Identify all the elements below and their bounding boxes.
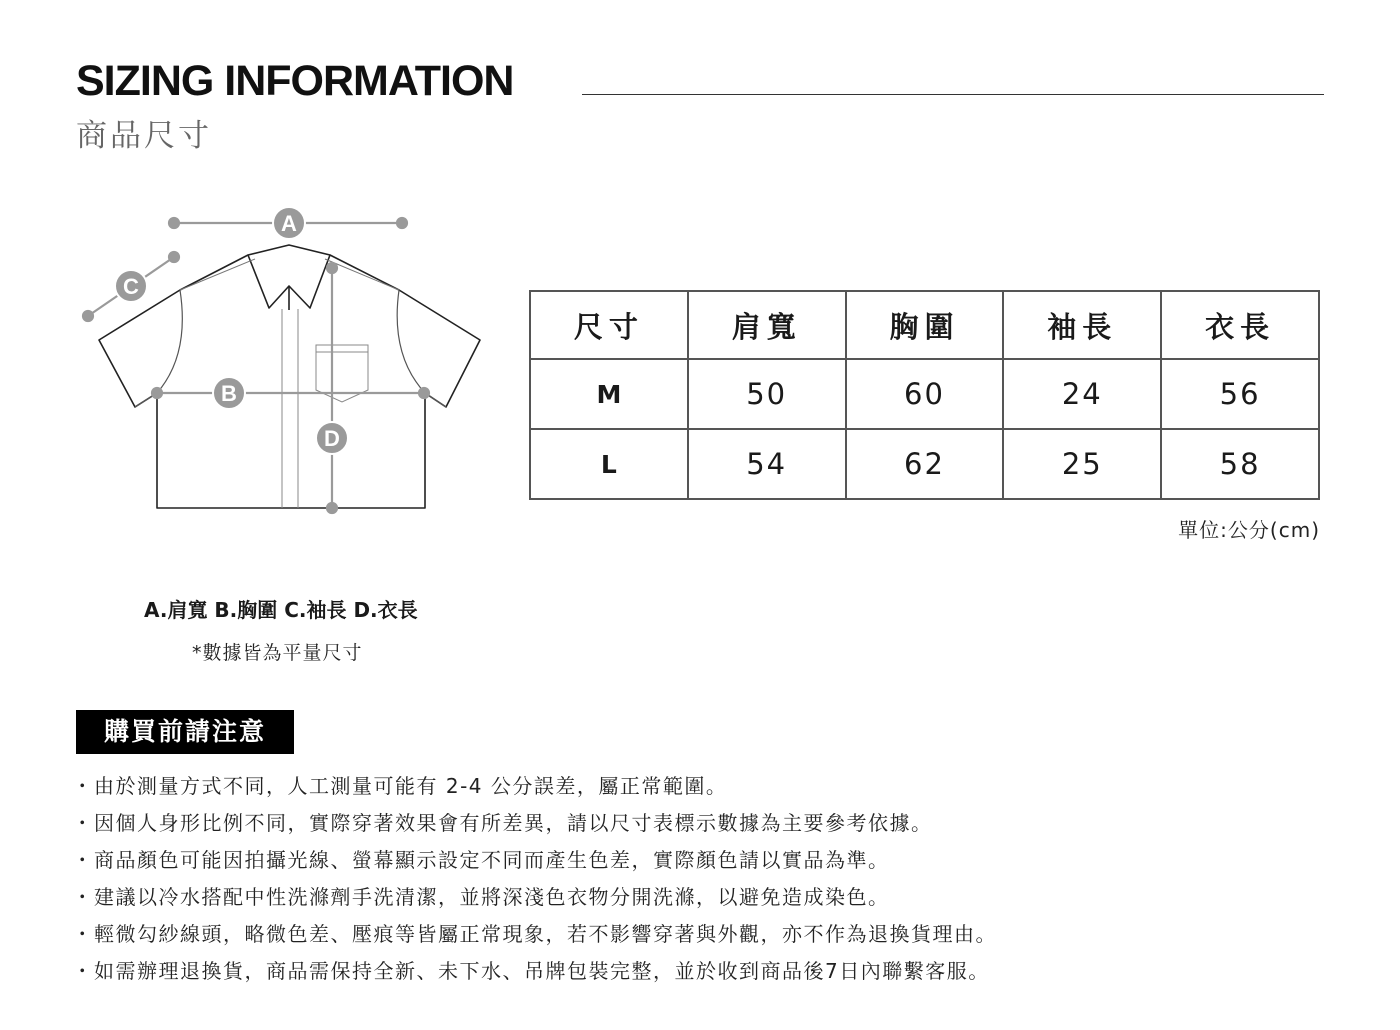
shirt-placket: [282, 309, 298, 508]
size-label-cell: L: [530, 429, 688, 499]
bullet-icon: ・: [72, 922, 94, 946]
list-item: [72, 916, 997, 953]
notice-text: 由於測量方式不同，人工測量可能有 2-4 公分誤差，屬正常範圍。: [94, 774, 728, 798]
notice-text: 商品顏色可能因拍攝光線、螢幕顯示設定不同而產生色差，實際顏色請以實品為準。: [94, 848, 890, 872]
list-item: [72, 805, 997, 842]
shirt-outline: [99, 245, 480, 508]
column-header: 尺寸: [530, 291, 688, 359]
table-cell: 25: [1003, 429, 1161, 499]
column-header: 袖長: [1003, 291, 1161, 359]
list-item: [72, 953, 997, 990]
page-title: SIZING INFORMATION: [76, 57, 514, 105]
table-cell: 50: [688, 359, 846, 429]
measure-marker-d: [316, 422, 348, 454]
notice-title: 購買前請注意: [76, 710, 294, 754]
size-label-cell: M: [530, 359, 688, 429]
notice-text: 因個人身形比例不同，實際穿著效果會有所差異，請以尺寸表標示數據為主要參考依據。: [94, 811, 933, 835]
marker-a-text: A: [281, 211, 297, 236]
size-chart-table: [529, 290, 1320, 500]
measure-marker-c: [115, 270, 147, 302]
measurement-legend: A.肩寬 B.胸圍 C.袖長 D.衣長: [144, 598, 418, 622]
table-cell: 54: [688, 429, 846, 499]
table-cell: 60: [846, 359, 1004, 429]
flat-measure-note: *數據皆為平量尺寸: [192, 642, 363, 664]
column-header: 衣長: [1161, 291, 1319, 359]
bullet-icon: ・: [72, 811, 94, 835]
marker-d-text: D: [324, 426, 340, 451]
marker-c-text: C: [123, 274, 139, 299]
table-row: [530, 429, 1319, 499]
column-header: 胸圍: [846, 291, 1004, 359]
table-cell: 56: [1161, 359, 1319, 429]
table-header-row: [530, 291, 1319, 359]
list-item: [72, 768, 997, 805]
column-header: 肩寬: [688, 291, 846, 359]
bullet-icon: ・: [72, 848, 94, 872]
unit-note: 單位:公分(cm): [1178, 518, 1320, 542]
marker-b-text: B: [221, 381, 237, 406]
bullet-icon: ・: [72, 885, 94, 909]
notice-text: 如需辦理退換貨，商品需保持全新、未下水、吊牌包裝完整，並於收到商品後7日內聯繫客服。: [94, 959, 990, 983]
list-item: [72, 842, 997, 879]
notice-list: [72, 768, 997, 990]
shirt-measurement-diagram: [70, 195, 500, 525]
measure-marker-a: [273, 207, 305, 239]
measure-marker-b: [213, 377, 245, 409]
table-cell: 24: [1003, 359, 1161, 429]
title-divider: [582, 94, 1324, 95]
table-row: [530, 359, 1319, 429]
bullet-icon: ・: [72, 774, 94, 798]
notice-text: 輕微勾紗線頭，略微色差、壓痕等皆屬正常現象，若不影響穿著與外觀，亦不作為退換貨理由。: [94, 922, 997, 946]
notice-text: 建議以冷水搭配中性洗滌劑手洗清潔，並將深淺色衣物分開洗滌，以避免造成染色。: [94, 885, 890, 909]
page-subtitle: 商品尺寸: [76, 118, 212, 154]
table-cell: 62: [846, 429, 1004, 499]
bullet-icon: ・: [72, 959, 94, 983]
list-item: [72, 879, 997, 916]
table-cell: 58: [1161, 429, 1319, 499]
